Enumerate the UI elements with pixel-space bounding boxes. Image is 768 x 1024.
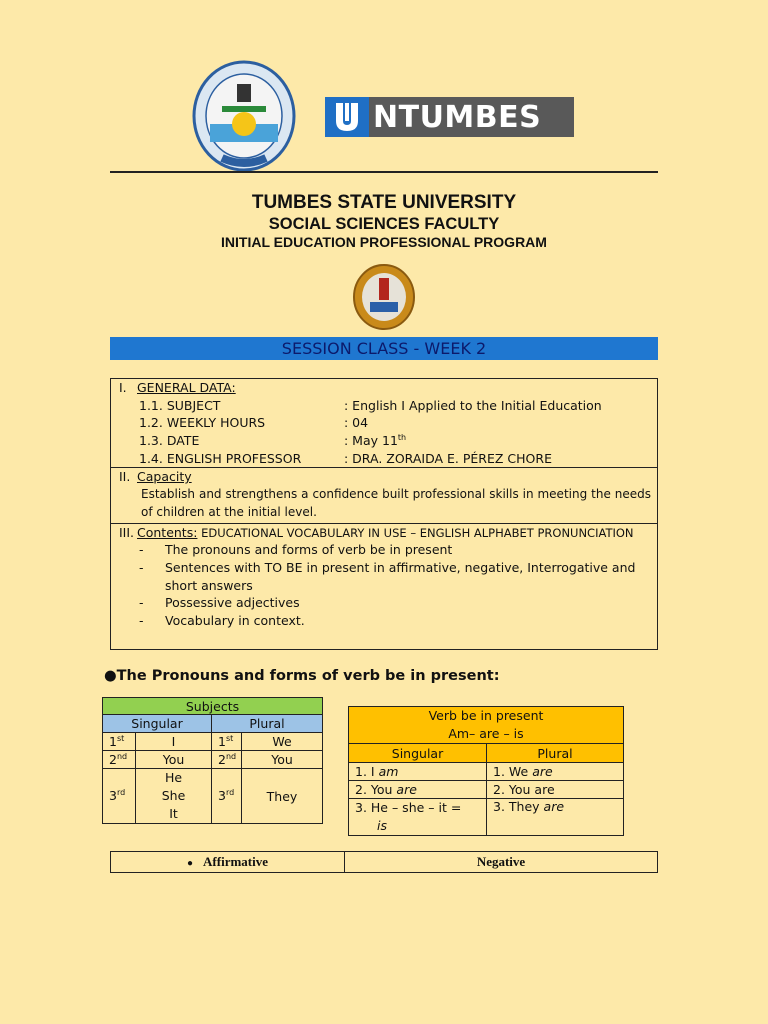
faculty-title: SOCIAL SCIENCES FACULTY: [268, 215, 500, 233]
subject-label: 1.1. SUBJECT: [139, 398, 221, 413]
section-number: III.: [119, 525, 135, 540]
table-row: 3rd He She It 3rd They: [103, 769, 323, 824]
hours-value: : 04: [344, 415, 369, 430]
section-title: Capacity: [137, 469, 192, 484]
hours-label: 1.2. WEEKLY HOURS: [139, 415, 266, 430]
header-divider: [110, 171, 658, 173]
bullet-icon: ●: [186, 858, 194, 869]
section-number: II.: [119, 469, 131, 484]
untumbes-brand-logo: [325, 97, 574, 137]
u-logo-icon: [325, 97, 369, 137]
professor-label: 1.4. ENGLISH PROFESSOR: [139, 451, 302, 466]
table-title: Subjects: [103, 698, 323, 715]
date-label: 1.3. DATE: [139, 433, 200, 448]
negative-header: Negative: [345, 852, 658, 873]
list-item: - Sentences with TO BE in present in affirmative, negative, Interrogative and: [139, 560, 636, 575]
contents-section: [110, 524, 658, 650]
capacity-text: Establish and strengthens a confidence built professional skills in meeting the needs of children at the initial level.: [141, 487, 651, 519]
table-row: 2nd You 2nd You: [103, 751, 323, 769]
contents-heading: Contents: EDUCATIONAL VOCABULARY IN USE – ENGLISH ALPHABET PRONUNCIATION: [137, 525, 634, 540]
table-row: 1. I am 1. We are: [349, 763, 624, 781]
session-banner: SESSION CLASS - WEEK 2: [110, 337, 658, 360]
column-header: Plural: [212, 715, 323, 733]
column-header: Singular: [103, 715, 212, 733]
table-row: 3. He – she – it = is 3. They are: [349, 799, 624, 836]
university-title: TUMBES STATE UNIVERSITY: [251, 192, 517, 213]
date-value: : May 11th: [344, 433, 407, 449]
list-item: - Possessive adjectives: [139, 595, 300, 610]
brand-text: NTUMBES: [373, 99, 542, 135]
affirmative-negative-table: [110, 851, 658, 873]
section-number: I.: [119, 380, 127, 395]
capacity-section: [110, 468, 658, 524]
university-seal-logo: [192, 60, 296, 172]
column-header: Plural: [487, 744, 624, 763]
professor-value: : DRA. ZORAIDA E. PÉREZ CHORE: [344, 451, 552, 466]
table-row: 1st I 1st We: [103, 733, 323, 751]
affirmative-header: ● Affirmative: [111, 852, 345, 873]
program-title: INITIAL EDUCATION PROFESSIONAL PROGRAM: [221, 234, 547, 250]
verb-be-table: [348, 706, 624, 836]
column-header: Singular: [349, 744, 487, 763]
subjects-table: [102, 697, 323, 824]
list-item: - Vocabulary in context.: [139, 613, 305, 628]
list-item: - The pronouns and forms of verb be in present: [139, 542, 453, 557]
general-data-section: [110, 378, 658, 468]
table-title: Verb be in present Am– are – is: [349, 707, 624, 744]
section-title: GENERAL DATA:: [137, 380, 236, 395]
pronouns-heading: ●The Pronouns and forms of verb be in present:: [104, 668, 500, 684]
table-row: 2. You are 2. You are: [349, 781, 624, 799]
list-item-continuation: short answers: [165, 578, 253, 593]
subject-value: : English I Applied to the Initial Education: [344, 398, 602, 413]
facso-emblem-logo: [353, 264, 415, 330]
